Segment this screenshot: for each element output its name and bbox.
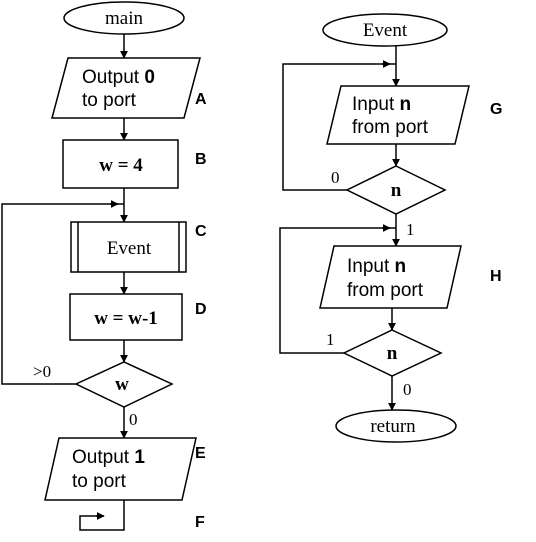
event-call-block <box>71 222 186 272</box>
event-terminator-label: Event <box>362 20 408 41</box>
decrement-w-label: w = w-1 <box>94 308 158 329</box>
input-g-block <box>327 86 469 144</box>
return-terminator <box>336 410 456 442</box>
output-1-line2: to port <box>72 471 126 492</box>
marker-b: B <box>195 151 207 168</box>
marker-f: F <box>195 514 205 531</box>
marker-a: A <box>195 91 207 108</box>
svg-text:Output 1 <box>72 447 145 468</box>
g-loop-label: 0 <box>331 168 340 187</box>
right-flowchart <box>280 14 502 442</box>
return-label: return <box>370 416 416 437</box>
main-terminator <box>64 2 184 34</box>
output-0-line2: to port <box>82 90 136 111</box>
decrement-w-block <box>70 294 182 340</box>
event-call-label: Event <box>106 238 152 259</box>
main-label: main <box>105 8 143 29</box>
svg-text:Input n <box>347 256 406 277</box>
output-1-value: 1 <box>134 447 145 468</box>
g-exit-label: 1 <box>406 220 415 239</box>
exit-label: 0 <box>129 410 138 429</box>
input-h-var: n <box>394 256 407 277</box>
left-flowchart <box>2 2 207 531</box>
output-1-block <box>45 438 196 500</box>
init-w-block <box>63 140 178 188</box>
svg-text:Output 0 <box>82 67 155 88</box>
decision-n-g-label: n <box>390 180 402 201</box>
decision-n-h <box>344 330 441 376</box>
input-g-line2: from port <box>352 117 429 138</box>
event-terminator <box>323 14 447 46</box>
input-g-text: Input <box>352 94 400 115</box>
init-w-label: w = 4 <box>99 155 143 176</box>
marker-c: C <box>195 223 207 240</box>
decision-n-h-label: n <box>386 343 398 364</box>
h-exit-label: 0 <box>403 380 412 399</box>
output-1-text: Output <box>72 447 135 468</box>
input-g-var: n <box>399 94 412 115</box>
output-0-value: 0 <box>144 67 155 88</box>
decision-w <box>76 362 172 407</box>
decision-w-label: w <box>115 374 129 395</box>
input-h-block <box>320 246 461 308</box>
input-h-text: Input <box>347 256 395 277</box>
output-0-text: Output <box>82 67 145 88</box>
marker-e: E <box>195 445 206 462</box>
self-loop-line <box>80 500 124 530</box>
output-0-block <box>52 58 200 118</box>
marker-d: D <box>195 301 207 318</box>
h-loop-label: 1 <box>326 330 335 349</box>
marker-h: H <box>490 268 502 285</box>
input-h-line2: from port <box>347 280 424 301</box>
marker-g: G <box>490 101 503 118</box>
decision-n-g <box>347 166 445 214</box>
loop-label: >0 <box>33 362 52 381</box>
svg-text:Input n <box>352 94 411 115</box>
